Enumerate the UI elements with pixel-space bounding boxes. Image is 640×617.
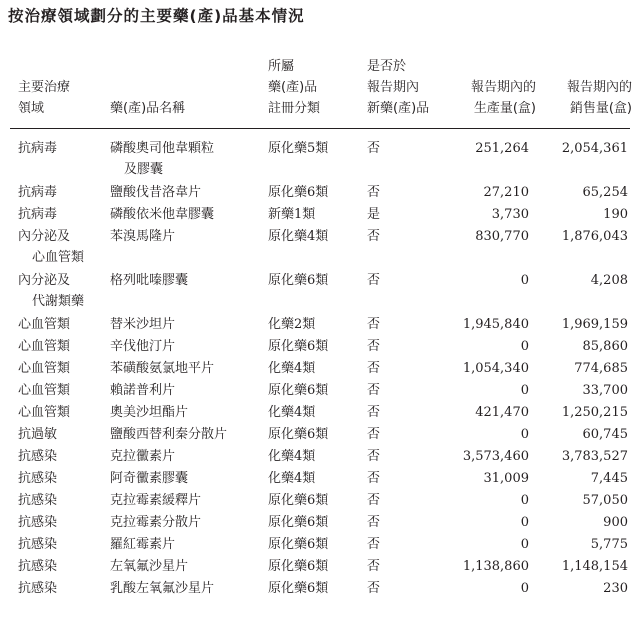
new-drug-cell: 否: [367, 361, 381, 376]
new-drug-cell: 否: [367, 449, 381, 464]
drug-name-cell-line: 阿奇黴素膠囊: [110, 471, 189, 486]
header-production: [471, 77, 536, 119]
therapy-field-cell-line: 抗過敏: [18, 427, 58, 442]
sales-cell: 1,250,215: [561, 405, 628, 420]
therapy-field-cell-line: 心血管類: [32, 250, 85, 265]
drug-name-cell-line: 磷酸依米他韋膠囊: [110, 207, 215, 222]
registration-class-cell: 原化藥6類: [268, 581, 329, 596]
new-drug-cell: 否: [367, 427, 381, 442]
header-new-drug-line: 報告期內: [367, 80, 420, 95]
therapy-field-cell: [18, 182, 57, 203]
sales-cell: 190: [603, 207, 628, 222]
therapy-field-cell: [18, 204, 57, 225]
registration-class-cell: 原化藥6類: [268, 537, 329, 552]
sales-cell: 33,700: [582, 383, 628, 398]
drug-name-cell: [110, 138, 214, 180]
therapy-field-cell: [18, 556, 57, 577]
drug-name-cell: [110, 358, 214, 379]
therapy-field-cell-line: 抗感染: [18, 537, 58, 552]
sales-cell: 85,860: [582, 339, 628, 354]
sales-cell: 57,050: [582, 493, 628, 508]
drug-name-cell-line: 賴諾普利片: [110, 383, 176, 398]
therapy-field-cell-line: 心血管類: [18, 317, 71, 332]
header-registration-line: 藥(產)品: [268, 80, 318, 95]
registration-class-cell: 原化藥6類: [268, 339, 329, 354]
new-drug-cell: 否: [367, 339, 381, 354]
registration-class-cell: 化藥4類: [268, 405, 316, 420]
new-drug-cell: 否: [367, 581, 381, 596]
drug-name-cell-line: 辛伐他汀片: [110, 339, 176, 354]
production-cell: 1,054,340: [462, 361, 529, 376]
header-registration-line: 所屬: [268, 59, 295, 74]
sales-cell: 65,254: [582, 185, 628, 200]
therapy-field-cell: [18, 578, 57, 599]
registration-class-cell: 化藥4類: [268, 361, 316, 376]
drug-name-cell: [110, 380, 175, 401]
drug-name-cell-line: 苯溴馬隆片: [110, 229, 176, 244]
therapy-field-cell-line: 抗病毒: [18, 141, 58, 156]
header-new-drug: [367, 56, 429, 119]
therapy-field-cell-line: 心血管類: [18, 383, 71, 398]
drug-name-cell: [110, 270, 188, 291]
header-sales: [567, 77, 632, 119]
therapy-field-cell: [18, 226, 84, 268]
production-cell: 1,945,840: [462, 317, 529, 332]
registration-class-cell: 化藥2類: [268, 317, 316, 332]
header-production-line: 生產量(盒): [473, 101, 536, 116]
therapy-field-cell: [18, 358, 70, 379]
production-cell: 0: [520, 339, 529, 354]
sales-cell: 7,445: [590, 471, 628, 486]
registration-class-cell: 原化藥6類: [268, 185, 329, 200]
registration-class-cell: 化藥4類: [268, 471, 316, 486]
therapy-field-cell-line: 心血管類: [18, 339, 71, 354]
drug-name-cell-line: 羅紅霉素片: [110, 537, 176, 552]
registration-class-cell: 原化藥6類: [268, 273, 329, 288]
new-drug-cell: 否: [367, 559, 381, 574]
therapy-field-cell: [18, 314, 70, 335]
drug-name-cell-line: 及膠囊: [124, 162, 164, 177]
drug-name-cell-line: 鹽酸伐昔洛韋片: [110, 185, 202, 200]
registration-class-cell: 原化藥6類: [268, 559, 329, 574]
therapy-field-cell-line: 抗感染: [18, 449, 58, 464]
sales-cell: 1,876,043: [561, 229, 628, 244]
drug-name-cell: [110, 490, 201, 511]
therapy-field-cell-line: 抗感染: [18, 515, 58, 530]
header-drug: [110, 98, 185, 119]
drug-name-cell-line: 替米沙坦片: [110, 317, 176, 332]
therapy-field-cell-line: 抗感染: [18, 493, 58, 508]
header-registration: [268, 56, 320, 119]
therapy-field-cell: [18, 138, 57, 159]
header-field-line: 主要治療: [18, 80, 71, 95]
therapy-field-cell: [18, 270, 84, 312]
header-registration-line: 註冊分類: [268, 101, 321, 116]
drug-name-cell: [110, 578, 214, 599]
drug-name-cell-line: 磷酸奧司他韋顆粒: [110, 141, 215, 156]
header-rule: [10, 128, 630, 129]
table-title: 按治療領域劃分的主要藥(產)品基本情況: [8, 7, 305, 25]
drug-name-cell-line: 克拉黴素片: [110, 449, 176, 464]
therapy-field-cell: [18, 424, 57, 445]
therapy-field-cell-line: 心血管類: [18, 405, 71, 420]
drug-name-cell: [110, 336, 175, 357]
new-drug-cell: 否: [367, 141, 381, 156]
therapy-field-cell-line: 內分泌及: [18, 273, 71, 288]
new-drug-cell: 否: [367, 383, 381, 398]
production-cell: 0: [520, 427, 529, 442]
drug-name-cell-line: 克拉霉素緩釋片: [110, 493, 202, 508]
drug-name-cell: [110, 314, 175, 335]
drug-name-cell-line: 格列吡嗪膠囊: [110, 273, 189, 288]
production-cell: 0: [520, 493, 529, 508]
drug-name-cell: [110, 556, 188, 577]
production-cell: 0: [520, 581, 529, 596]
header-new-drug-line: 新藥(產)品: [367, 101, 430, 116]
header-drug-line: 藥(產)品名稱: [110, 101, 186, 116]
new-drug-cell: 否: [367, 317, 381, 332]
new-drug-cell: 否: [367, 471, 381, 486]
therapy-field-cell: [18, 336, 70, 357]
sales-cell: 1,969,159: [561, 317, 628, 332]
therapy-field-cell-line: 抗感染: [18, 581, 58, 596]
drug-name-cell-line: 乳酸左氧氟沙星片: [110, 581, 215, 596]
therapy-field-cell-line: 抗感染: [18, 471, 58, 486]
drug-name-cell: [110, 182, 201, 203]
therapy-field-cell: [18, 490, 57, 511]
registration-class-cell: 原化藥6類: [268, 383, 329, 398]
production-cell: 0: [520, 273, 529, 288]
drug-name-cell: [110, 226, 175, 247]
sales-cell: 60,745: [582, 427, 628, 442]
therapy-field-cell-line: 抗病毒: [18, 185, 58, 200]
therapy-field-cell-line: 代謝類藥: [32, 294, 85, 309]
registration-class-cell: 化藥4類: [268, 449, 316, 464]
header-sales-line: 報告期內的: [566, 80, 632, 95]
therapy-field-cell-line: 內分泌及: [18, 229, 71, 244]
production-cell: 1,138,860: [462, 559, 529, 574]
registration-class-cell: 原化藥6類: [268, 493, 329, 508]
sales-cell: 3,783,527: [561, 449, 628, 464]
header-new-drug-line: 是否於: [367, 59, 407, 74]
drug-name-cell: [110, 402, 188, 423]
therapy-field-cell-line: 抗感染: [18, 559, 58, 574]
production-cell: 3,730: [491, 207, 529, 222]
production-cell: 31,009: [483, 471, 529, 486]
sales-cell: 230: [603, 581, 628, 596]
header-sales-line: 銷售量(盒): [569, 101, 632, 116]
drug-name-cell: [110, 446, 175, 467]
new-drug-cell: 否: [367, 515, 381, 530]
header-field-line: 領域: [18, 101, 45, 116]
production-cell: 3,573,460: [462, 449, 529, 464]
registration-class-cell: 原化藥6類: [268, 515, 329, 530]
therapy-field-cell-line: 心血管類: [18, 361, 71, 376]
new-drug-cell: 否: [367, 185, 381, 200]
therapy-field-cell: [18, 468, 57, 489]
new-drug-cell: 否: [367, 493, 381, 508]
production-cell: 0: [520, 537, 529, 552]
sales-cell: 2,054,361: [561, 141, 628, 156]
sales-cell: 5,775: [590, 537, 628, 552]
production-cell: 421,470: [475, 405, 529, 420]
drug-name-cell: [110, 512, 201, 533]
production-cell: 0: [520, 383, 529, 398]
drug-name-cell-line: 克拉霉素分散片: [110, 515, 202, 530]
production-cell: 251,264: [475, 141, 529, 156]
production-cell: 0: [520, 515, 529, 530]
drug-name-cell: [110, 534, 175, 555]
sales-cell: 4,208: [590, 273, 628, 288]
drug-name-cell-line: 左氧氟沙星片: [110, 559, 189, 574]
registration-class-cell: 原化藥6類: [268, 427, 329, 442]
sales-cell: 900: [603, 515, 628, 530]
therapy-field-cell: [18, 446, 57, 467]
drug-name-cell: [110, 204, 214, 225]
therapy-field-cell-line: 抗病毒: [18, 207, 58, 222]
registration-class-cell: 原化藥5類: [268, 141, 329, 156]
new-drug-cell: 否: [367, 405, 381, 420]
drug-name-cell-line: 奧美沙坦酯片: [110, 405, 189, 420]
new-drug-cell: 否: [367, 229, 381, 244]
header-production-line: 報告期內的: [470, 80, 536, 95]
registration-class-cell: 原化藥4類: [268, 229, 329, 244]
therapy-field-cell: [18, 380, 70, 401]
production-cell: 27,210: [483, 185, 529, 200]
therapy-field-cell: [18, 512, 57, 533]
header-field: [18, 77, 70, 119]
new-drug-cell: 否: [367, 273, 381, 288]
sales-cell: 774,685: [574, 361, 628, 376]
therapy-field-cell: [18, 534, 57, 555]
registration-class-cell: 新藥1類: [268, 207, 316, 222]
drug-name-cell-line: 鹽酸西替利秦分散片: [110, 427, 228, 442]
drug-name-cell-line: 苯磺酸氨氯地平片: [110, 361, 215, 376]
sales-cell: 1,148,154: [561, 559, 628, 574]
new-drug-cell: 否: [367, 537, 381, 552]
production-cell: 830,770: [475, 229, 529, 244]
new-drug-cell: 是: [367, 207, 381, 222]
drug-name-cell: [110, 424, 227, 445]
therapy-field-cell: [18, 402, 70, 423]
drug-name-cell: [110, 468, 188, 489]
